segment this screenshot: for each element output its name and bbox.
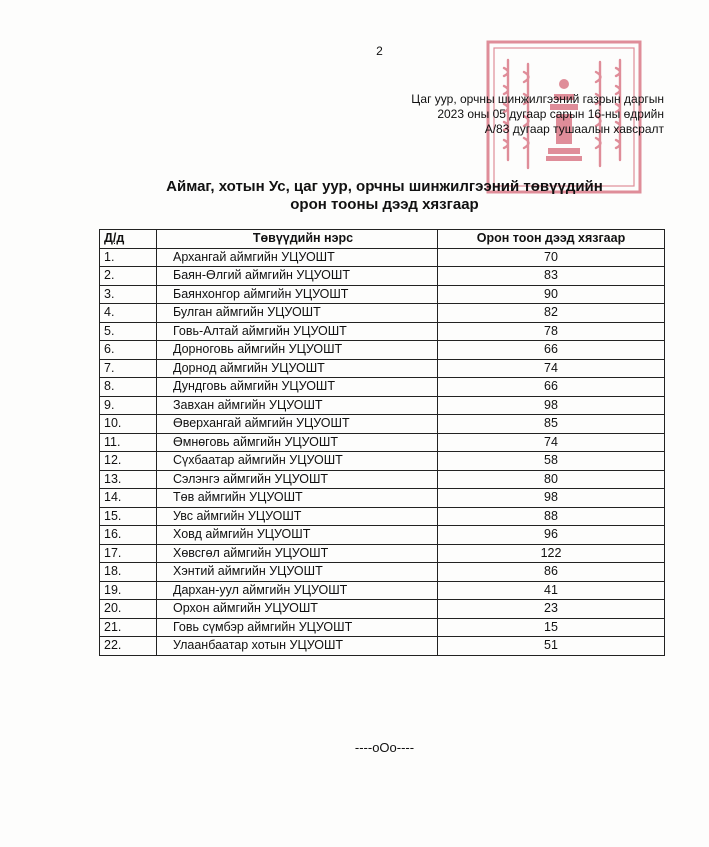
row-number: 7. [100,359,157,378]
row-center-name: Сүхбаатар аймгийн УЦУОШТ [157,452,438,471]
table-row [100,248,665,267]
row-staff-limit: 96 [438,526,665,545]
row-staff-limit: 98 [438,489,665,508]
row-number: 20. [100,600,157,619]
row-number: 4. [100,304,157,323]
row-center-name: Орхон аймгийн УЦУОШТ [157,600,438,619]
row-center-name: Улаанбаатар хотын УЦУОШТ [157,637,438,656]
row-number: 17. [100,544,157,563]
title-line-2: орон тооны дээд хязгаар [290,196,479,213]
table-row [100,618,665,637]
row-staff-limit: 74 [438,433,665,452]
row-number: 19. [100,581,157,600]
table-row [100,489,665,508]
row-staff-limit: 122 [438,544,665,563]
table-row [100,378,665,397]
row-center-name: Дорноговь аймгийн УЦУОШТ [157,341,438,360]
table-row [100,544,665,563]
row-number: 18. [100,563,157,582]
row-number: 3. [100,285,157,304]
table-row [100,396,665,415]
row-staff-limit: 82 [438,304,665,323]
row-center-name: Булган аймгийн УЦУОШТ [157,304,438,323]
row-staff-limit: 83 [438,267,665,286]
row-center-name: Говь сүмбэр аймгийн УЦУОШТ [157,618,438,637]
table-row [100,600,665,619]
row-staff-limit: 23 [438,600,665,619]
approval-line-1: Цаг уур, орчны шинжилгээний газрын даргын [411,92,664,106]
table-row [100,526,665,545]
row-center-name: Хэнтий аймгийн УЦУОШТ [157,563,438,582]
row-staff-limit: 58 [438,452,665,471]
table-row [100,470,665,489]
table-row [100,415,665,434]
approval-line-3: А/83 дугаар тушаалын хавсралт [484,122,664,136]
row-center-name: Ховд аймгийн УЦУОШТ [157,526,438,545]
row-staff-limit: 88 [438,507,665,526]
row-staff-limit: 41 [438,581,665,600]
table-row [100,507,665,526]
row-number: 1. [100,248,157,267]
table-row [100,341,665,360]
row-staff-limit: 86 [438,563,665,582]
closing-mark: ----оОо---- [354,740,415,755]
row-center-name: Дархан-уул аймгийн УЦУОШТ [157,581,438,600]
table-row [100,433,665,452]
row-number: 14. [100,489,157,508]
page-number: 2 [376,44,383,58]
header-number: Д/д [100,230,157,249]
row-staff-limit: 80 [438,470,665,489]
table-row [100,304,665,323]
row-number: 12. [100,452,157,471]
header-center-name: Төвүүдийн нэрс [157,230,438,249]
row-number: 10. [100,415,157,434]
table-row [100,285,665,304]
row-number: 13. [100,470,157,489]
row-staff-limit: 74 [438,359,665,378]
row-staff-limit: 98 [438,396,665,415]
row-staff-limit: 70 [438,248,665,267]
row-center-name: Төв аймгийн УЦУОШТ [157,489,438,508]
row-center-name: Увс аймгийн УЦУОШТ [157,507,438,526]
table-row [100,322,665,341]
row-center-name: Архангай аймгийн УЦУОШТ [157,248,438,267]
row-center-name: Завхан аймгийн УЦУОШТ [157,396,438,415]
row-number: 21. [100,618,157,637]
title-line-1: Аймаг, хотын Ус, цаг уур, орчны шинжилгээний төвүүдийн [166,178,603,195]
row-center-name: Дорнод аймгийн УЦУОШТ [157,359,438,378]
row-number: 22. [100,637,157,656]
row-number: 6. [100,341,157,360]
row-staff-limit: 85 [438,415,665,434]
staff-limit-table [99,229,665,656]
table-row [100,637,665,656]
row-staff-limit: 66 [438,341,665,360]
table-row [100,359,665,378]
row-center-name: Баян-Өлгий аймгийн УЦУОШТ [157,267,438,286]
header-staff-limit: Орон тоон дээд хязгаар [438,230,665,249]
row-center-name: Баянхонгор аймгийн УЦУОШТ [157,285,438,304]
row-number: 16. [100,526,157,545]
row-center-name: Өверхангай аймгийн УЦУОШТ [157,415,438,434]
row-number: 11. [100,433,157,452]
row-number: 8. [100,378,157,397]
row-number: 5. [100,322,157,341]
row-center-name: Сэлэнгэ аймгийн УЦУОШТ [157,470,438,489]
row-center-name: Дундговь аймгийн УЦУОШТ [157,378,438,397]
table-row [100,581,665,600]
table-row [100,563,665,582]
row-staff-limit: 78 [438,322,665,341]
row-center-name: Өмнөговь аймгийн УЦУОШТ [157,433,438,452]
row-center-name: Говь-Алтай аймгийн УЦУОШТ [157,322,438,341]
row-staff-limit: 90 [438,285,665,304]
row-number: 2. [100,267,157,286]
approval-line-2: 2023 оны 05 дугаар сарын 16-ны өдрийн [437,107,664,121]
document-title [0,178,709,214]
row-number: 9. [100,396,157,415]
row-staff-limit: 66 [438,378,665,397]
row-staff-limit: 51 [438,637,665,656]
row-number: 15. [100,507,157,526]
approval-note [411,92,664,137]
row-center-name: Хөвсгөл аймгийн УЦУОШТ [157,544,438,563]
table-row [100,267,665,286]
row-staff-limit: 15 [438,618,665,637]
table-row [100,452,665,471]
table-header-row [100,230,665,249]
